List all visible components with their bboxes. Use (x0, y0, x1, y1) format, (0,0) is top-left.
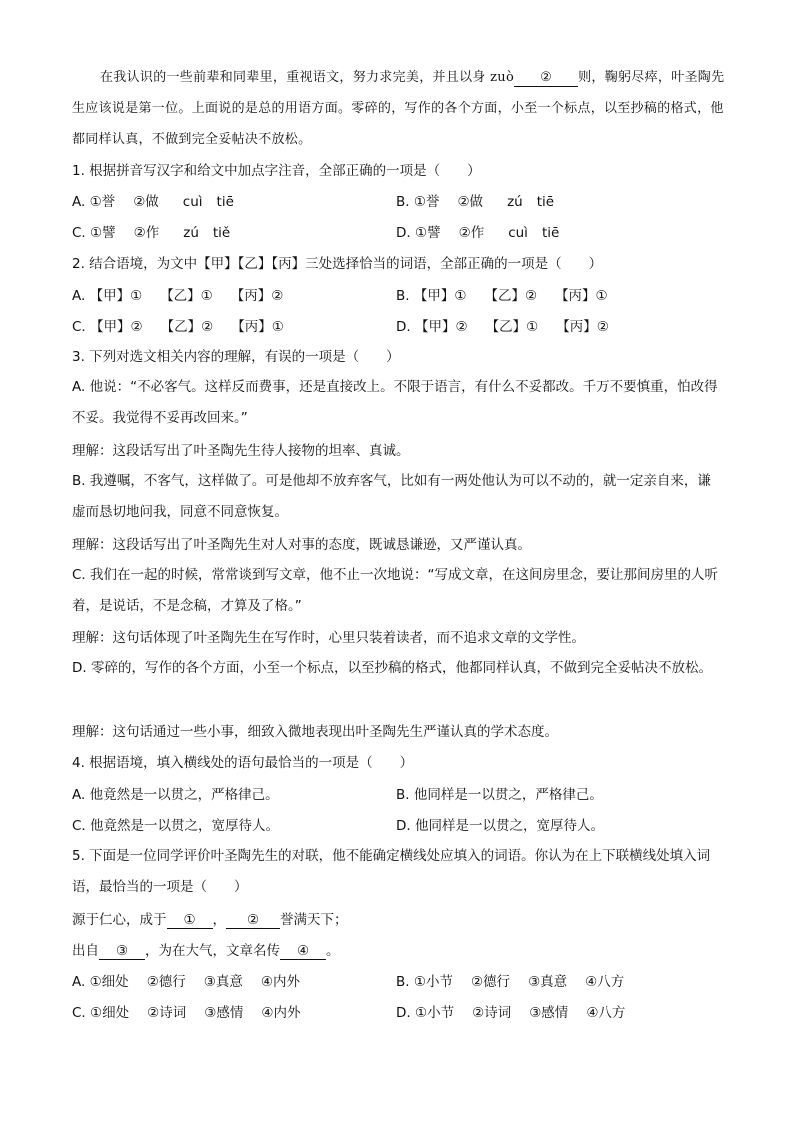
q3-option-c-note: 理解：这句话体现了叶圣陶先生在写作时，心里只装着读者，而不追求文章的文学性。 (72, 630, 585, 646)
q2-option-b[interactable]: B. 【甲】① 【乙】② 【丙】① (396, 288, 608, 304)
passage-part1: 在我认识的一些前辈和同辈里，重视语文，努力求完美，并且以身 zuò (100, 70, 515, 85)
q5-couplet-upper: 源于仁心，成于 ① ， ② 誉满天下； (72, 912, 348, 928)
q4-option-a[interactable]: A. 他竟然是一以贯之，严格律己。 (72, 787, 279, 803)
passage-blank: ② (514, 70, 578, 87)
q1-option-c[interactable]: C. ①譬 ②作 zú tiě (72, 225, 231, 241)
q3-option-a-text[interactable]: A. 他说：“不必客气。这样反而费事，还是直接改上。不限于语言，有什么不妥都改。千万不要慎重，怕改得不妥。我觉得不妥再改回来。” (72, 379, 718, 426)
q3-option-c-text[interactable]: C. 我们在一起的时候，常常谈到写文章，他不止一次地说：“写成文章，在这间房里念，要让那间房里的人听着，是说话，不是念稿，才算及了格。” (72, 567, 719, 614)
q4-stem: 4. 根据语境，填入横线处的语句最恰当的一项是（ ） (72, 755, 414, 771)
q5-blank-4: ④ (280, 943, 326, 960)
q3-option-a-note: 理解：这段话写出了叶圣陶先生待人接物的坦率、真诚。 (72, 443, 410, 459)
q4-option-b[interactable]: B. 他同样是一以贯之，严格律己。 (396, 787, 603, 803)
q5-blank-3: ③ (99, 943, 145, 960)
q5-blank-1: ① (167, 912, 213, 929)
q5-option-d[interactable]: D. ①小节 ②诗词 ③感情 ④八方 (396, 1005, 626, 1021)
q5-couplet-lower: 出自 ③ ，为在大气，文章名传 ④ 。 (72, 943, 340, 959)
q4-option-d[interactable]: D. 他同样是一以贯之，宽厚待人。 (396, 818, 604, 834)
q5-option-b[interactable]: B. ①小节 ②德行 ③真意 ④八方 (396, 974, 625, 990)
passage-part2: 则，鞠躬尽瘁，叶圣陶先生应该说是第一位。上面说的是总的用语方面。零碎的，写作的各个方面，小至一个标点，以至抄稿的格式，他都同样认真，不做到完全妥帖决不放松。 (72, 70, 725, 147)
passage-paragraph (72, 62, 732, 155)
q5-blank-2: ② (226, 912, 280, 929)
q1-option-d[interactable]: D. ①譬 ②作 cuì tiē (396, 225, 560, 241)
q5-option-c[interactable]: C. ①细处 ②诗词 ③感情 ④内外 (72, 1005, 301, 1021)
q1-option-a[interactable]: A. ①誉 ②做 cuì tiē (72, 194, 234, 210)
q3-option-d-note: 理解：这句话通过一些小事，细致入微地表现出叶圣陶先生严谨认真的学术态度。 (72, 724, 558, 740)
q1-option-b[interactable]: B. ①誉 ②做 zú tiē (396, 194, 555, 210)
q3-stem: 3. 下列对选文相关内容的理解，有误的一项是（ ） (72, 349, 400, 365)
q2-option-a[interactable]: A. 【甲】① 【乙】① 【丙】② (72, 288, 284, 304)
q3-option-b-note: 理解：这段话写出了叶圣陶先生对人对事的态度，既诚恳谦逊，又严谨认真。 (72, 537, 531, 553)
q5-stem: 5. 下面是一位同学评价叶圣陶先生的对联，他不能确定横线处应填入的词语。你认为在上下联横线处填入词语，最恰当的一项是（ ） (72, 848, 711, 895)
q2-option-c[interactable]: C. 【甲】② 【乙】② 【丙】① (72, 319, 284, 335)
q2-stem: 2. 结合语境，为文中【甲】【乙】【丙】三处选择恰当的词语，全部正确的一项是（ ） (72, 256, 603, 272)
q3-option-d-text[interactable]: D. 零碎的，写作的各个方面，小至一个标点，以至抄稿的格式，他都同样认真，不做到完全妥帖决不放松。 (72, 660, 712, 676)
q3-option-b-text[interactable]: B. 我遵嘱，不客气，这样做了。可是他却不放弃客气，比如有一两处他认为可以不动的，就一定亲自来，谦虚而恳切地问我，同意不同意恢复。 (72, 473, 711, 520)
q1-stem: 1. 根据拼音写汉字和给文中加点字注音，全部正确的一项是（ ） (72, 163, 481, 179)
q5-option-a[interactable]: A. ①细处 ②德行 ③真意 ④内外 (72, 974, 301, 990)
q4-option-c[interactable]: C. 他竟然是一以贯之，宽厚待人。 (72, 818, 280, 834)
q2-option-d[interactable]: D. 【甲】② 【乙】① 【丙】② (396, 319, 609, 335)
